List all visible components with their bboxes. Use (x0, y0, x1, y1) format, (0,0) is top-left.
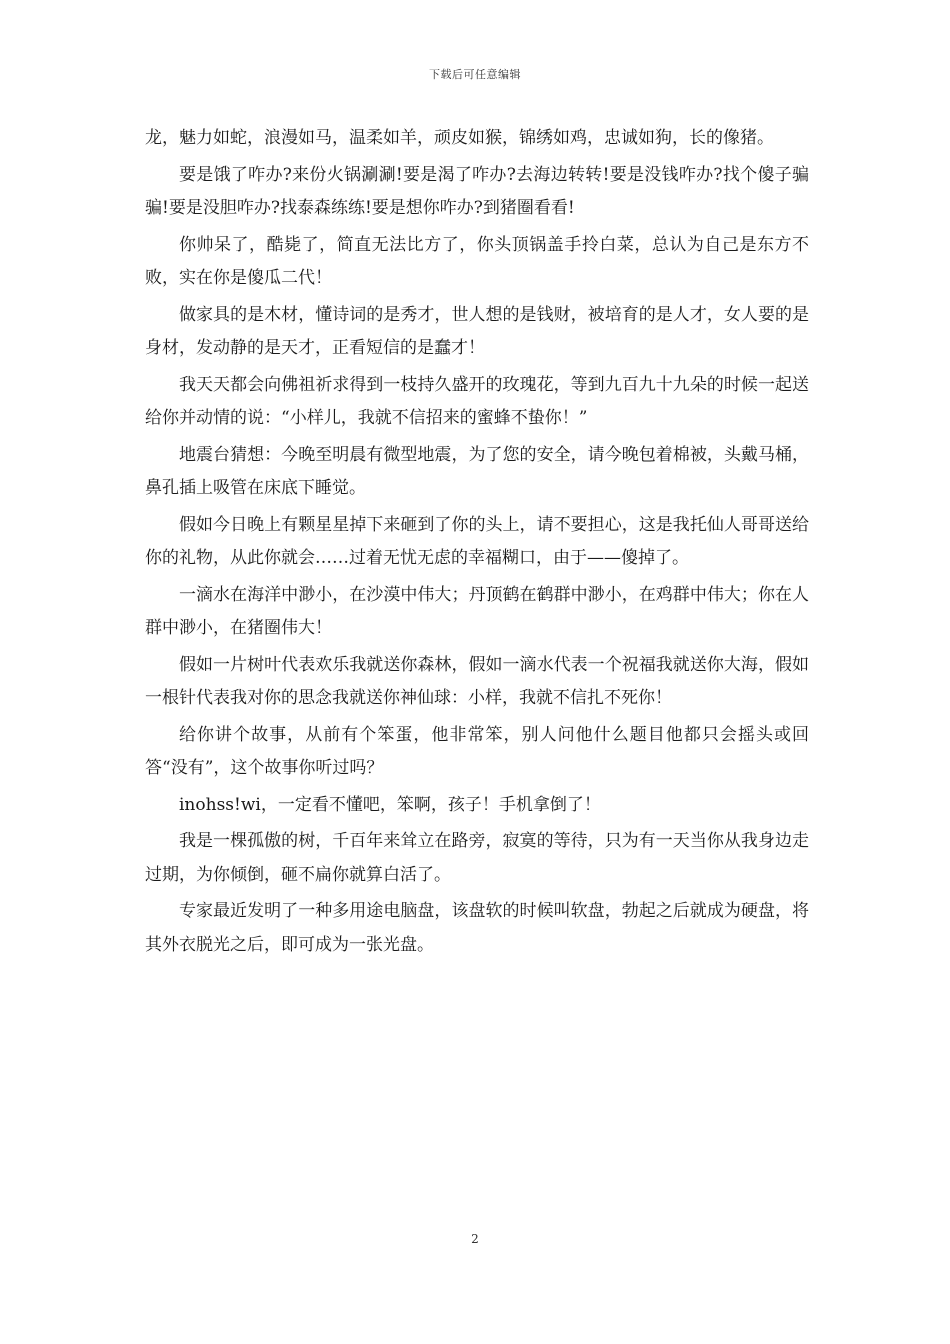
paragraph-10: 给你讲个故事，从前有个笨蛋，他非常笨，别人问他什么题目他都只会摇头或回答“没有”，这个故事你听过吗？ (145, 724, 809, 778)
paragraph-3: 你帅呆了，酷毙了，简直无法比方了，你头顶锅盖手拎白菜，总认为自己是东方不败，实在你是傻瓜二代！ (145, 234, 809, 288)
paragraph-6: 地震台猜想：今晚至明晨有微型地震，为了您的安全，请今晚包着棉被，头戴马桶，鼻孔插上吸管在床底下睡觉。 (145, 444, 809, 498)
paragraph-7: 假如今日晚上有颗星星掉下来砸到了你的头上，请不要担心，这是我托仙人哥哥送给你的礼物，从此你就会……过着无忧无虑的幸福糊口，由于——傻掉了。 (145, 514, 809, 568)
paragraph-13: 专家最近发明了一种多用途电脑盘，该盘软的时候叫软盘，勃起之后就成为硬盘，将其外衣脱光之后，即可成为一张光盘。 (145, 901, 809, 955)
paragraph-9: 假如一片树叶代表欢乐我就送你森林，假如一滴水代表一个祝福我就送你大海，假如一根针代表我对你的思念我就送你神仙球：小样，我就不信扎不死你！ (145, 654, 809, 708)
paragraph-2: 要是饿了咋办?来份火锅涮涮!要是渴了咋办?去海边转转!要是没钱咋办?找个傻子骗骗!要是没胆咋办?找泰森练练!要是想你咋办?到猪圈看看! (145, 164, 809, 218)
paragraph-11: inohss!wi，一定看不懂吧，笨啊，孩子！手机拿倒了！ (179, 794, 601, 815)
paragraph-1: 龙，魅力如蛇，浪漫如马，温柔如羊，顽皮如猴，锦绣如鸡，忠诚如狗，长的像猪。 (145, 128, 774, 148)
paragraph-5: 我天天都会向佛祖祈求得到一枝持久盛开的玫瑰花，等到九百九十九朵的时候一起送给你并动情的说：“小样儿，我就不信招来的蜜蜂不蛰你！” (145, 374, 809, 428)
document-body (145, 122, 809, 965)
paragraph-12: 我是一棵孤傲的树，千百年来耸立在路旁，寂寞的等待，只为有一天当你从我身边走过期，为你倾倒，砸不扁你就算白活了。 (145, 831, 809, 885)
paragraph-4: 做家具的是木材，懂诗词的是秀才，世人想的是钱财，被培育的是人才，女人要的是身材，发动静的是天才，正看短信的是蠢才！ (145, 304, 809, 358)
page-header: 下载后可任意编辑 (429, 68, 521, 81)
paragraph-8: 一滴水在海洋中渺小，在沙漠中伟大；丹顶鹤在鹤群中渺小，在鸡群中伟大；你在人群中渺小，在猪圈伟大！ (145, 584, 809, 638)
page-number: 2 (471, 1232, 479, 1246)
